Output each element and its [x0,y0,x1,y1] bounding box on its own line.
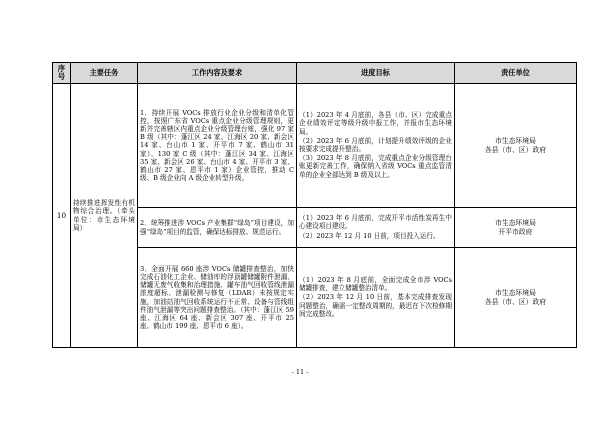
content-cell-3: 3．全面开展 660 座涉 VOCs 储罐排查整治，加快完成石油化工企业、储油库的浮顶罐储罐附件泄漏、储罐无废气收集和治理措施、罐车油气回收管线泄漏浓度超标、泄漏检测与修复（LDAR）未按规定实施，加油站油气回收系统运行不正常、设备与管线组件油气泄漏等突出问题排查整治。（其中：蓬江区 59 座、江海区 64 座、新会区 307 座、开平市 25 座、鹤山市 199 座、恩平市 6 座）。 [138,248,297,348]
content-cell-1: 1．持续开展 VOCs 排放行业企业分级和清单化管控，按照广东省 VOCs 重点企业分级管理规则，更新并完善辖区内重点企业分级管理台账，强化 97 家 B 级（其中：蓬江区 24 家、江海区 20 家、新会区 14 家、台山市 1 家、开平市 7 家、鹤山市 31 家）、130 家 C 级（其中：蓬江区 34 家、江海区 35 家、新会区 26 家、台山市 4 家、开平市 3 家、鹤山市 27 家、恩平市 1 家）企业管控，推动 C 级、B 级企业向 A 级企业转型升级。 [138,84,297,208]
goal-item: （1）2023 年 4 月底前，各县（市、区）完成重点企业绩效评定等级升级申报工作，并报市生态环境局。 [299,111,452,136]
responsible-unit: 各县（市、区）政府 [484,297,547,306]
table-header-row [53,63,577,84]
goal-item: （1）2023 年 8 月底前，全面完成全市涉 VOCs 储罐排查，建立储罐整治清单。 [299,275,452,293]
header-task: 主要任务 [71,63,138,84]
responsible-unit: 开平市政府 [498,227,533,236]
seq-cell: 10 [53,84,71,348]
header-content: 工作内容及要求 [138,63,297,84]
content-cell-2: 2．统筹推进涉 VOCs 产业集群“绿岛”项目建设，加强“绿岛”项目的监管，确保达标排放、规范运行。 [138,208,297,248]
goal-cell-2 [297,208,455,248]
responsible-unit: 市生态环境局 [495,218,536,227]
table-row [53,84,577,208]
goal-item: （2）2023 年 6 月底前，计划提升绩效评级的企业按要求完成提升整治。 [299,136,452,153]
responsible-unit: 市生态环境局 [495,288,536,297]
responsible-unit: 市生态环境局 [495,136,536,145]
responsible-unit: 各县（市、区）政府 [484,145,547,154]
goal-cell-3 [297,248,455,348]
responsible-cell-3 [455,248,577,348]
page-number: - 11 - [291,368,309,376]
goal-cell-1 [297,84,455,208]
responsible-cell-1 [455,84,577,208]
goal-item: （2）2023 年 12 月 10 日前，基本完成排查发现问题整治，确需一定整改周期的，最迟在下次检修期间完成整改。 [299,293,452,318]
responsible-cell-2 [455,208,577,248]
task-table [52,62,577,348]
header-goal: 进度目标 [297,63,455,84]
goal-item: （2）2023 年 12 月 10 日前，项目投入运行。 [299,231,440,240]
goal-item: （1）2023 年 6 月底前，完成开平市活性炭再生中心建设项目建设。 [299,214,452,231]
header-responsible: 责任单位 [455,63,577,84]
goal-item: （3）2023 年 8 月底前，完成重点企业分级管理台账更新完善工作，确保纳入省级 VOCs 重点监管清单的企业全部达到 B 级及以上。 [299,154,452,179]
task-cell: 持续推进挥发性有机物综合治理。（牵头单位：市生态环境局） [71,84,138,348]
header-seq: 序号 [53,63,71,84]
